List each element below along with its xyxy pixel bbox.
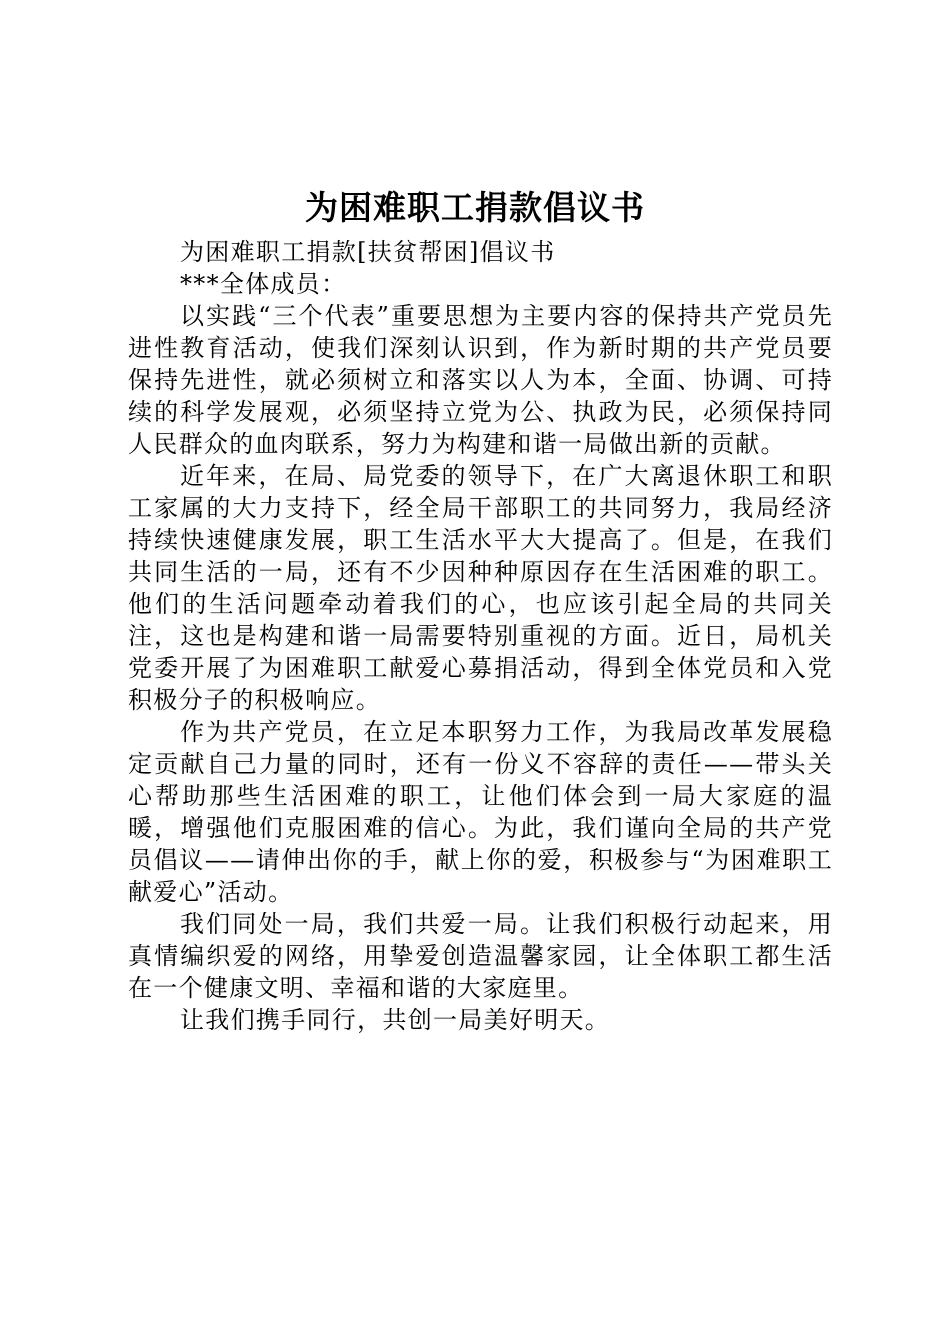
- document-title: 为困难职工捐款倡议书: [305, 188, 645, 227]
- salutation-paragraph: ***全体成员：: [180, 270, 347, 298]
- subtitle-paragraph: 为困难职工捐款[扶贫帮困]倡议书: [180, 238, 556, 266]
- body-paragraph: 作为共产党员，在立足本职努力工作，为我局改革发展稳定贡献自己力量的同时，还有一份义不容辞的责任——带头关心帮助那些生活困难的职工，让他们体会到一局大家庭的温暖，增强他们克服困难的信心。为此，我们谨向全局的共产党员倡议——请伸出你的手，献上你的爱，积极参与“为困难职工献爱心”活动。: [128, 718, 833, 906]
- closing-paragraph: 让我们携手同行，共创一局美好明天。: [180, 1006, 611, 1034]
- body-paragraph: 以实践“三个代表”重要思想为主要内容的保持共产党员先进性教育活动，使我们深刻认识到，作为新时期的共产党员要保持先进性，就必须树立和落实以人为本，全面、协调、可持续的科学发展观，必须坚持立党为公、执政为民，必须保持同人民群众的血肉联系，努力为构建和谐一局做出新的贡献。: [128, 302, 833, 458]
- body-paragraph: 近年来，在局、局党委的领导下，在广大离退休职工和职工家属的大力支持下，经全局干部职工的共同努力，我局经济持续快速健康发展，职工生活水平大大提高了。但是，在我们共同生活的一局，还有不少因种种原因存在生活困难的职工。他们的生活问题牵动着我们的心，也应该引起全局的共同关注，这也是构建和谐一局需要特别重视的方面。近日，局机关党委开展了为困难职工献爱心募捐活动，得到全体党员和入党积极分子的积极响应。: [128, 462, 833, 714]
- document-body: [128, 236, 833, 1036]
- body-paragraph: 我们同处一局，我们共爱一局。让我们积极行动起来，用真情编织爱的网络，用挚爱创造温馨家园，让全体职工都生活在一个健康文明、幸福和谐的大家庭里。: [128, 910, 833, 1002]
